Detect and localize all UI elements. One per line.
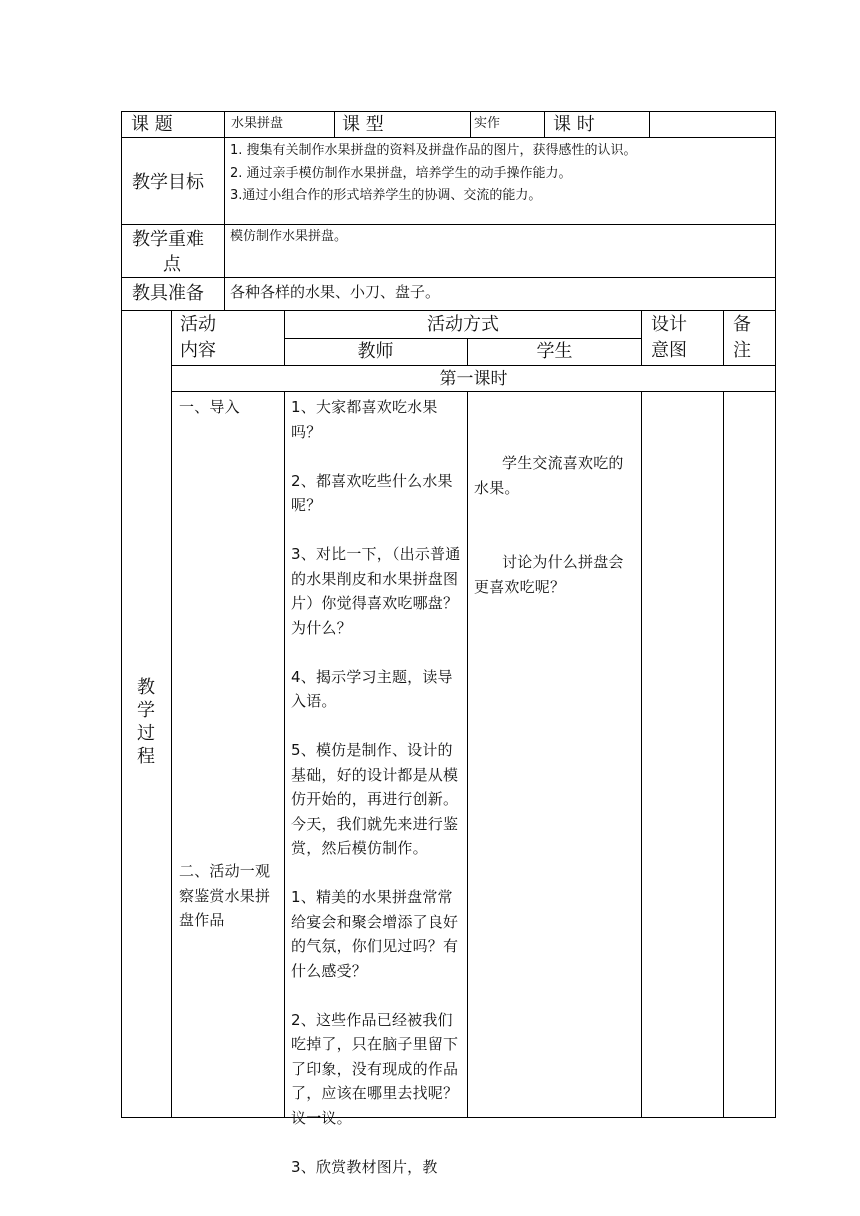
- teacher-paragraph: 1、大家都喜欢吃水果吗？: [291, 398, 438, 441]
- objective-item: 2. 通过亲手模仿制作水果拼盘，培养学生的动手操作能力。: [230, 166, 572, 181]
- materials-value: 各种各样的水果、小刀、盘子。: [230, 283, 441, 301]
- objective-item: 3.通过小组合作的形式培养学生的协调、交流的能力。: [230, 188, 542, 203]
- activity-observe: 二、活动一观察鉴赏水果拼盘作品: [179, 862, 271, 929]
- teacher-column: [291, 395, 463, 1204]
- col-design-line2: 意图: [651, 340, 687, 361]
- process-side-label: 教学过程: [137, 677, 155, 767]
- teacher-paragraph: 5、模仿是制作、设计的基础，好的设计都是从模仿开始的，再进行创新。今天，我们就先来进行鉴赏，然后模仿制作。: [291, 741, 459, 857]
- student-paragraph: 学生交流喜欢吃的水果。: [474, 454, 624, 497]
- teacher-paragraph: 3、对比一下，（出示普通的水果削皮和水果拼盘图片）你觉得喜欢吃哪盘？为什么？: [291, 545, 461, 637]
- class-hours-label: 课 时: [553, 114, 595, 135]
- col-activity-line1: 活动: [180, 314, 216, 335]
- topic-label: 课 题: [131, 114, 173, 135]
- key-points-label-line2: 点: [163, 254, 181, 275]
- key-points-label-line1: 教学重难: [132, 229, 204, 250]
- col-note-line2: 注: [733, 340, 751, 361]
- student-paragraph: 讨论为什么拼盘会更喜欢吃呢？: [474, 553, 624, 596]
- lesson-type-value: 实作: [474, 116, 501, 131]
- col-method: 活动方式: [427, 314, 499, 335]
- col-teacher: 教师: [357, 341, 394, 362]
- teacher-paragraph: 4、揭示学习主题，读导入语。: [291, 667, 453, 710]
- key-points-value: 模仿制作水果拼盘。: [230, 229, 348, 244]
- col-design-line1: 设计: [651, 314, 687, 335]
- teacher-paragraph: 3、欣赏教材图片，教: [291, 1157, 438, 1176]
- col-note-line1: 备: [733, 314, 751, 335]
- activity-intro: 一、导入: [179, 398, 240, 416]
- topic-value: 水果拼盘: [231, 116, 284, 131]
- col-activity-line2: 内容: [180, 340, 216, 361]
- objective-item: 1. 搜集有关制作水果拼盘的资料及拼盘作品的图片，获得感性的认识。: [230, 143, 637, 158]
- session-title: 第一课时: [439, 369, 508, 389]
- teacher-paragraph: 2、都喜欢吃些什么水果呢？: [291, 471, 453, 514]
- col-student: 学生: [536, 341, 573, 362]
- lesson-type-label: 课 型: [342, 114, 384, 135]
- teacher-paragraph: 1、精美的水果拼盘常常给宴会和聚会增添了良好的气氛，你们见过吗？有什么感受？: [291, 888, 459, 980]
- objectives-label: 教学目标: [132, 172, 204, 193]
- materials-label: 教具准备: [132, 283, 204, 304]
- teacher-paragraph: 2、这些作品已经被我们吃掉了，只在脑子里留下了印象，没有现成的作品了，应该在哪里去找呢？议一议。: [291, 1010, 459, 1127]
